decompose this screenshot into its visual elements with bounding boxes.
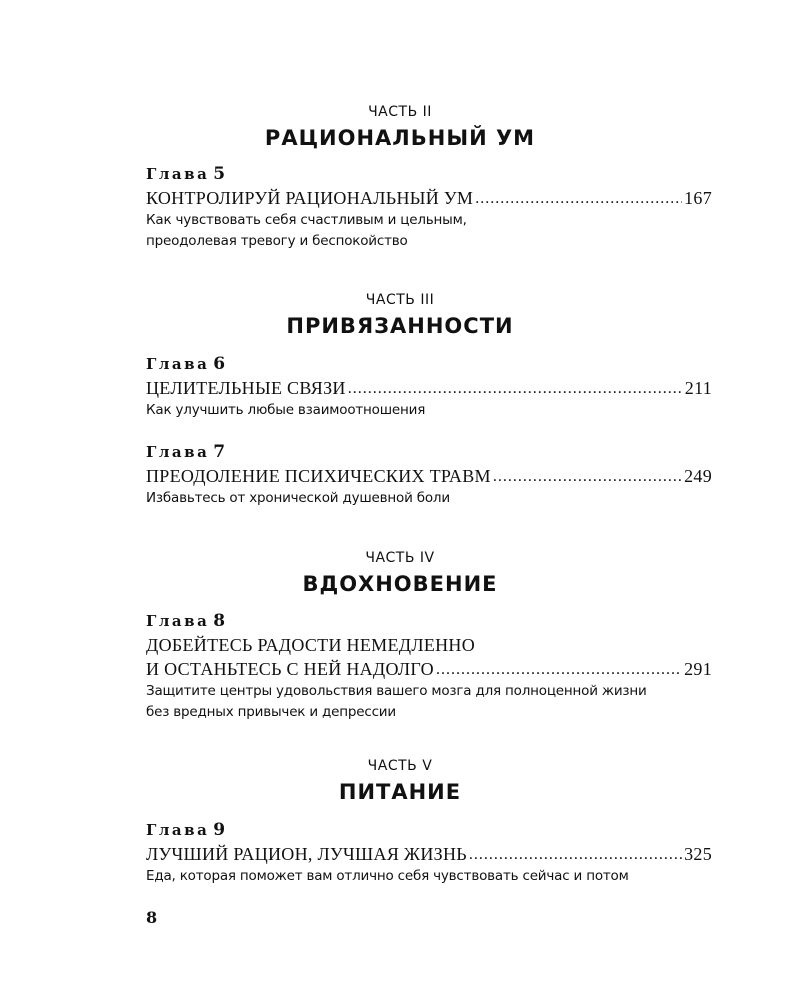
part-label: ЧАСТЬ II (368, 104, 432, 120)
chapter-description: Как улучшить любые взаимоотношения (146, 402, 426, 418)
chapter-title: ПРЕОДОЛЕНИЕ ПСИХИЧЕСКИХ ТРАВМ (146, 466, 491, 486)
toc-line[interactable] (146, 842, 712, 866)
chapter-title: КОНТРОЛИРУЙ РАЦИОНАЛЬНЫЙ УМ (146, 188, 474, 208)
part-label: ЧАСТЬ III (365, 292, 435, 308)
dot-leader (475, 187, 682, 211)
chapter-label: Глава 8 (146, 611, 226, 631)
dot-leader (493, 465, 682, 489)
toc-line[interactable] (146, 186, 712, 210)
page-number: 211 (684, 378, 712, 398)
chapter-label: Глава 5 (146, 164, 226, 184)
chapter-description: Как чувствовать себя счастливым и цельным, (146, 212, 467, 228)
chapter-entry (146, 818, 712, 887)
chapter-entry (146, 162, 712, 252)
chapter-description: Еда, которая поможет вам отлично себя чувствовать сейчас и потом (146, 868, 629, 884)
part-label: ЧАСТЬ V (367, 758, 433, 774)
chapter-title-line: ДОБЕЙТЕСЬ РАДОСТИ НЕМЕДЛЕННО (146, 635, 476, 655)
chapter-label: Глава 7 (146, 442, 226, 462)
page-number: 249 (684, 466, 712, 486)
part-title: ПИТАНИЕ (338, 780, 462, 804)
chapter-description: преодолевая тревогу и беспокойство (146, 233, 408, 249)
part-title: ВДОХНОВЕНИЕ (302, 572, 498, 596)
toc-line[interactable] (146, 464, 712, 488)
chapter-description: Защитите центры удовольствия вашего мозга для полноценной жизни (146, 683, 647, 699)
dot-leader (348, 377, 683, 401)
chapter-label: Глава 9 (146, 820, 226, 840)
part-title: ПРИВЯЗАННОСТИ (286, 314, 514, 338)
part-label: ЧАСТЬ IV (365, 550, 435, 566)
chapter-description: без вредных привычек и депрессии (146, 704, 396, 720)
toc-line[interactable] (146, 376, 712, 400)
part-title: РАЦИОНАЛЬНЫЙ УМ (264, 126, 536, 150)
toc-line[interactable] (146, 657, 712, 681)
page-number: 167 (684, 188, 712, 208)
dot-leader (469, 843, 682, 867)
chapter-label: Глава 6 (146, 354, 226, 374)
chapter-entry (146, 609, 712, 723)
chapter-title: И ОСТАНЬТЕСЬ С НЕЙ НАДОЛГО (146, 659, 434, 679)
page-number: 291 (684, 659, 712, 679)
chapter-entry (146, 440, 712, 509)
chapter-entry (146, 352, 712, 421)
chapter-title: ЛУЧШИЙ РАЦИОН, ЛУЧШАЯ ЖИЗНЬ (146, 844, 467, 864)
chapter-description: Избавьтесь от хронической душевной боли (146, 490, 450, 506)
dot-leader (436, 658, 682, 682)
page-number: 325 (684, 844, 712, 864)
page-folio: 8 (146, 908, 158, 927)
chapter-title: ЦЕЛИТЕЛЬНЫЕ СВЯЗИ (146, 378, 346, 398)
